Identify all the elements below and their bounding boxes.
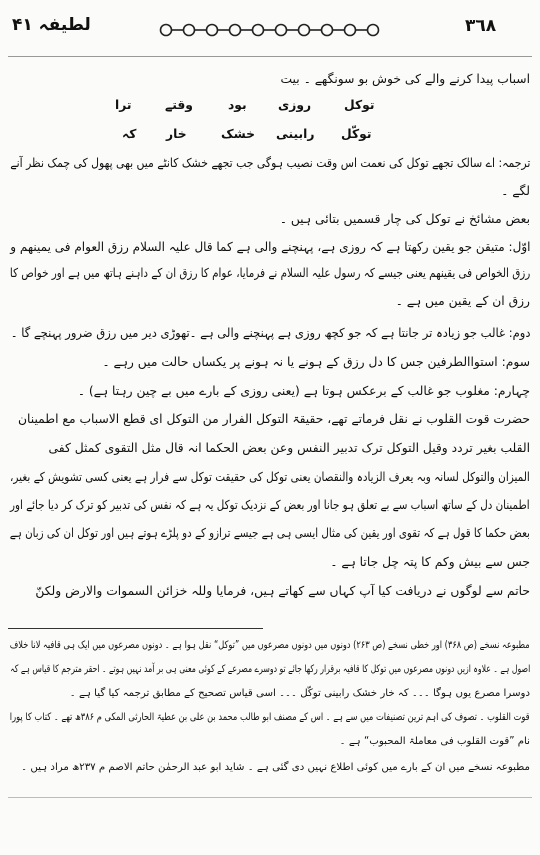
- poem-word: ترا: [115, 98, 132, 112]
- body-line: حاتم سے لوگوں نے دریافت کیا آپ کہاں سے کھاتے ہیں، فرمایا وللہ خزائن السموات والارض ولکنّ: [35, 584, 530, 598]
- body-line: جس سے بیش وکم کا پتہ چل جاتا ہے ۔: [330, 555, 530, 569]
- body-line: بعض مشائخ نے توکل کی چار قسمیں بتائی ہیں ۔: [279, 212, 530, 226]
- poem-word: توکّل: [341, 127, 372, 141]
- poem-word: روزی: [278, 98, 312, 112]
- poem-word: توکل: [344, 98, 375, 112]
- footnote-line: قوت القلوب ۔ تصوف کی اہم ترین تصنیفات میں سے ہے ۔ اس کے مصنف ابو طالب محمد بن علی بن عطیۃ الحارثی المکی م ۳۸۶ھ تھے ۔ کتاب کا پورا: [10, 712, 530, 723]
- footnote-line: اصول ہے ۔ علاوہ ازیں دونوں مصرعوں میں توکل کا قافیہ برقرار رکھا جائے تو دوسرے مصرعے کے کوئی معنی ہی بر آمد نہیں ہوتے ۔ احقر مترجم کا قیاس ہے کہ: [9, 664, 530, 675]
- body-line: اطمینان دل کے ساتھ اسباب سے بے تعلق ہو جانا اور بعض کے نزدیک توکل یہ ہے کہ نفس کی تدبیر کو ترک کر دیا جائے اور: [10, 498, 530, 512]
- body-line: ترجمہ: اے سالک تجھے توکل کی نعمت اس وقت نصیب ہوگی جب تجھے خشک کانٹے میں بھی پھول کی چمک نظر آنے: [9, 156, 530, 170]
- body-line: چہارم: مغلوب جو غالب کے برعکس ہوتا ہے (یعنی روزی کے بارے میں بے چین رہتا ہے) ۔: [77, 384, 530, 398]
- poem-word: کہ: [122, 127, 137, 141]
- poem-word: وقتے: [165, 98, 193, 112]
- body-line: المیزان والتوکل لسانہ وبہ یعرف الزیادہ والنقصان یعنی توکل کی حقیقت توکل سے فرار ہے یعنی کسی تشویش کے بغیر،: [10, 470, 530, 484]
- body-line: حضرت قوت القلوب نے نقل فرماتے تھے، حقیقۃ التوکل الفرار من التوکل ای قطع الاسباب مع اطمینان: [17, 412, 530, 426]
- bottom-rule: [8, 797, 532, 798]
- footnote-divider: [8, 628, 263, 629]
- body-line: لگے ۔: [501, 184, 530, 198]
- footnote-line: نام ”قوت القلوب فی معاملۃ المحبوب“ ہے ۔: [339, 736, 530, 747]
- body-line: سوم: استواالطرفین جس کا دل رزق کے ہونے یا نہ ہونے پر یکساں حالت میں رہے ۔: [102, 355, 530, 369]
- section-label: لطیفہ ۴۱: [12, 15, 91, 35]
- poem-word: خشک: [221, 127, 255, 141]
- body-line: بعض حکما کا قول ہے کہ تقوی اور یقین کی مثال ایسی ہی ہے جیسے ترازو کے دو پلڑے ہوتے ہیں اور توکل ان کی زبان ہے: [9, 526, 530, 540]
- body-line: اسباب پیدا کرنے والے کی خوش بو سونگھے ۔ بیت: [280, 72, 530, 86]
- poem-word: خار: [166, 127, 187, 141]
- body-line: رزق ان کے یقین میں ہے ۔: [395, 294, 530, 308]
- header-rule: [8, 56, 532, 57]
- body-line: اوّل: متیقن جو یقین رکھتا ہے کہ روزی ہے، پہنچنے والی ہے کما قال علیہ السلام رزق العوام فی یمینھم و: [9, 240, 530, 254]
- footnote-line: مطبوعہ نسخے (ص ۳۶۸) اور خطی نسخے (ص ۲۶۳) دونوں میں دونوں مصرعوں میں ”توکل“ نقل ہوا ہے ۔ دونوں مصرعوں میں ایک ہی قافیہ لانا خلاف: [10, 640, 530, 651]
- footnote-line: مطبوعہ نسخے میں ان کے بارے میں کوئی اطلاع نہیں دی گئی ہے ۔ شاید ابو عبد الرحمٰن حاتم الاصم م ۲۳۷ھ مراد ہیں ۔: [21, 762, 530, 773]
- header-ornament: [158, 22, 390, 38]
- body-line: دوم: غالب جو زیادہ تر جانتا ہے کہ جو کچھ روزی ہے پہنچنے والی ہے ۔تھوڑی دیر میں رزق ضرور پہنچے گا ۔: [10, 326, 530, 340]
- poem-word: بود: [228, 98, 247, 112]
- footnote-line: دوسرا مصرع یوں ہوگا ۔۔۔ کہ خار خشک رابینی توکّل ۔۔۔ اسی قیاس تصحیح کے مطابق ترجمہ کیا گیا ہے ۔: [69, 688, 530, 699]
- body-line: رزق الخواص فی یقینھم یعنی جیسے کہ رسول علیہ السلام نے فرمایا، عوام کا رزق ان کے داہنے ہاتھ میں ہے اور خواص کا: [9, 266, 530, 280]
- poem-word: رابینی: [276, 127, 315, 141]
- page-number: ٣٦٨: [465, 16, 497, 36]
- body-line: القلب بغیر تردد وقیل التوکل ترک تدبیر النفس وعن بعض الحکما انہ قال مثل التقوی کمثل کفی: [48, 441, 530, 455]
